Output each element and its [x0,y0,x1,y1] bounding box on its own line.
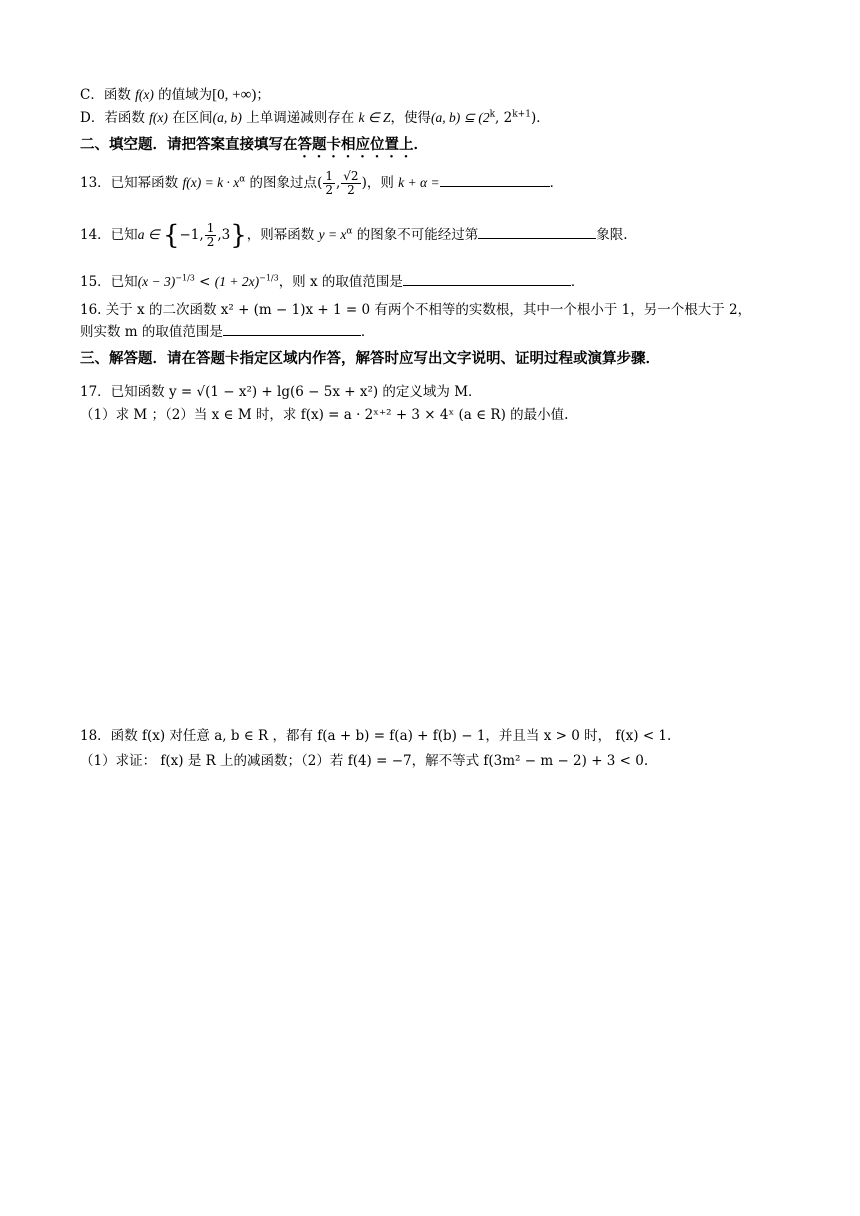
q13-expr: f(x) = k · x [182,175,240,190]
q14-alpha: α [346,226,353,237]
q14-frac [205,222,217,249]
question-17-line-1: 17．已知函数 y = √(1 − x²) + lg(6 − 5x + x²) 的定义域为 M． [80,384,482,400]
question-13 [80,170,563,197]
question-17-line-2: （1）求 M ；（2）当 x ∈ M 时，求 f(x) = a · 2ˣ⁺² + 3 × 4ˣ (a ∈ R) 的最小值. [80,407,569,423]
option-d-k-sup: k [489,109,496,120]
question-15 [80,272,584,291]
option-d-label: D． [80,110,105,126]
option-d [80,109,550,127]
option-d-text3: 上单调递减则存在 [241,110,359,126]
q13-frac1-num: 1 [325,169,333,183]
q16-line2-a: 则实数 m 的取值范围是 [80,324,223,340]
q15-right: (1 + 2x) [214,274,260,289]
option-d-text4: ，使得 [390,110,432,126]
q15-lt: < [194,274,215,290]
q15-text: ，则 x 的取值范围是 [278,274,403,290]
option-d-end: ． [536,110,550,126]
q15-exp-right: −1/3 [259,273,279,283]
q14-set-b: ,3 [217,227,231,243]
q15-end: ． [570,274,585,290]
q13-end: ． [549,175,564,191]
option-d-text2: 在区间 [167,110,213,126]
q14-frac-den: 2 [206,235,215,249]
q13-answer-blank[interactable] [440,173,550,187]
q13-ask: k + α = [398,175,440,190]
q15-answer-blank[interactable] [403,272,571,286]
q13-point-close: ) [361,175,367,191]
section2-title-emph: 答题卡相应位置上 [297,137,414,153]
option-d-expr: f(x) [149,110,168,125]
q13-frac1 [323,170,335,197]
option-d-mid: , 2 [495,110,513,126]
option-c-label: C． [80,87,104,103]
q14-var: a ∈ [137,227,163,242]
question-18-line-2: （1）求证： f(x) 是 R 上的减函数；（2）若 f(4) = −7，解不等式 f(3m² − m − 2) + 3 < 0. [80,753,649,769]
option-c-range: [0, +∞) [212,87,257,103]
section-solve-heading: 三、解答题．请在答题卡指定区域内作答，解答时应写出文字说明、证明过程或演算步骤． [80,351,660,367]
q14-label: 14．已知 [80,227,138,243]
section2-title-a: 二、填空题．请把答案直接填写在 [80,137,298,153]
question-16-line-1: 16. 关于 x 的二次函数 x² + (m − 1)x + 1 = 0 有两个不相等的实数根，其中一个根小于 1，另一个根大于 2， [80,302,752,318]
q14-set-a: −1, [179,227,204,243]
q14-func: y = x [318,227,347,242]
q13-frac1-den: 2 [325,183,333,197]
q14-left-brace: { [162,220,180,251]
q14-text2: 的图象不可能经过第 [352,227,479,243]
option-d-cond: k ∈ Z [358,110,391,125]
question-16-line-2 [80,322,374,341]
q14-end: 象限. [596,227,628,243]
option-c-end: ； [256,87,270,103]
q13-frac2 [341,170,360,197]
q15-exp-left: −1/3 [175,273,195,283]
q14-text: ，则幂函数 [246,227,319,243]
option-d-k1-sup: k+1 [512,109,531,120]
option-d-incl: (a, b) ⊆ (2 [431,110,490,125]
option-d-text1: 若函数 [104,110,150,126]
option-c-text1: 函数 [103,87,136,103]
q13-point-open: ( [317,175,323,191]
question-14 [80,222,628,249]
option-c-text2: 的值域为 [153,87,213,103]
q14-frac-num: 1 [206,221,215,235]
option-d-interval: (a, b) [212,110,242,125]
option-c-expr: f(x) [135,87,154,102]
option-d-close: ) [530,110,537,126]
q17-answer-area[interactable] [80,430,780,720]
q13-frac2-num: √2 [343,169,359,183]
q13-text: 的图象过点 [245,175,318,191]
section-fill-in-heading [80,136,428,161]
q14-answer-blank[interactable] [478,225,596,239]
question-18-line-1: 18．函数 f(x) 对任意 a, b ∈ R ，都有 f(a + b) = f(a) + f(b) − 1，并且当 x > 0 时， f(x) < 1. [80,728,672,744]
section2-title-b: ． [413,137,428,153]
q18-answer-area[interactable] [80,780,780,1180]
q13-frac2-den: 2 [347,183,355,197]
option-c [80,86,270,104]
q15-left: (x − 3) [137,274,176,289]
q13-text2: ，则 [366,175,399,191]
q13-comma: , [335,175,341,191]
q16-answer-blank[interactable] [223,322,361,336]
q15-label: 15．已知 [80,274,138,290]
q16-line2-b: ． [360,324,375,340]
q14-right-brace: } [230,220,247,251]
q13-alpha: α [239,174,246,185]
q13-label: 13．已知幂函数 [80,175,183,191]
